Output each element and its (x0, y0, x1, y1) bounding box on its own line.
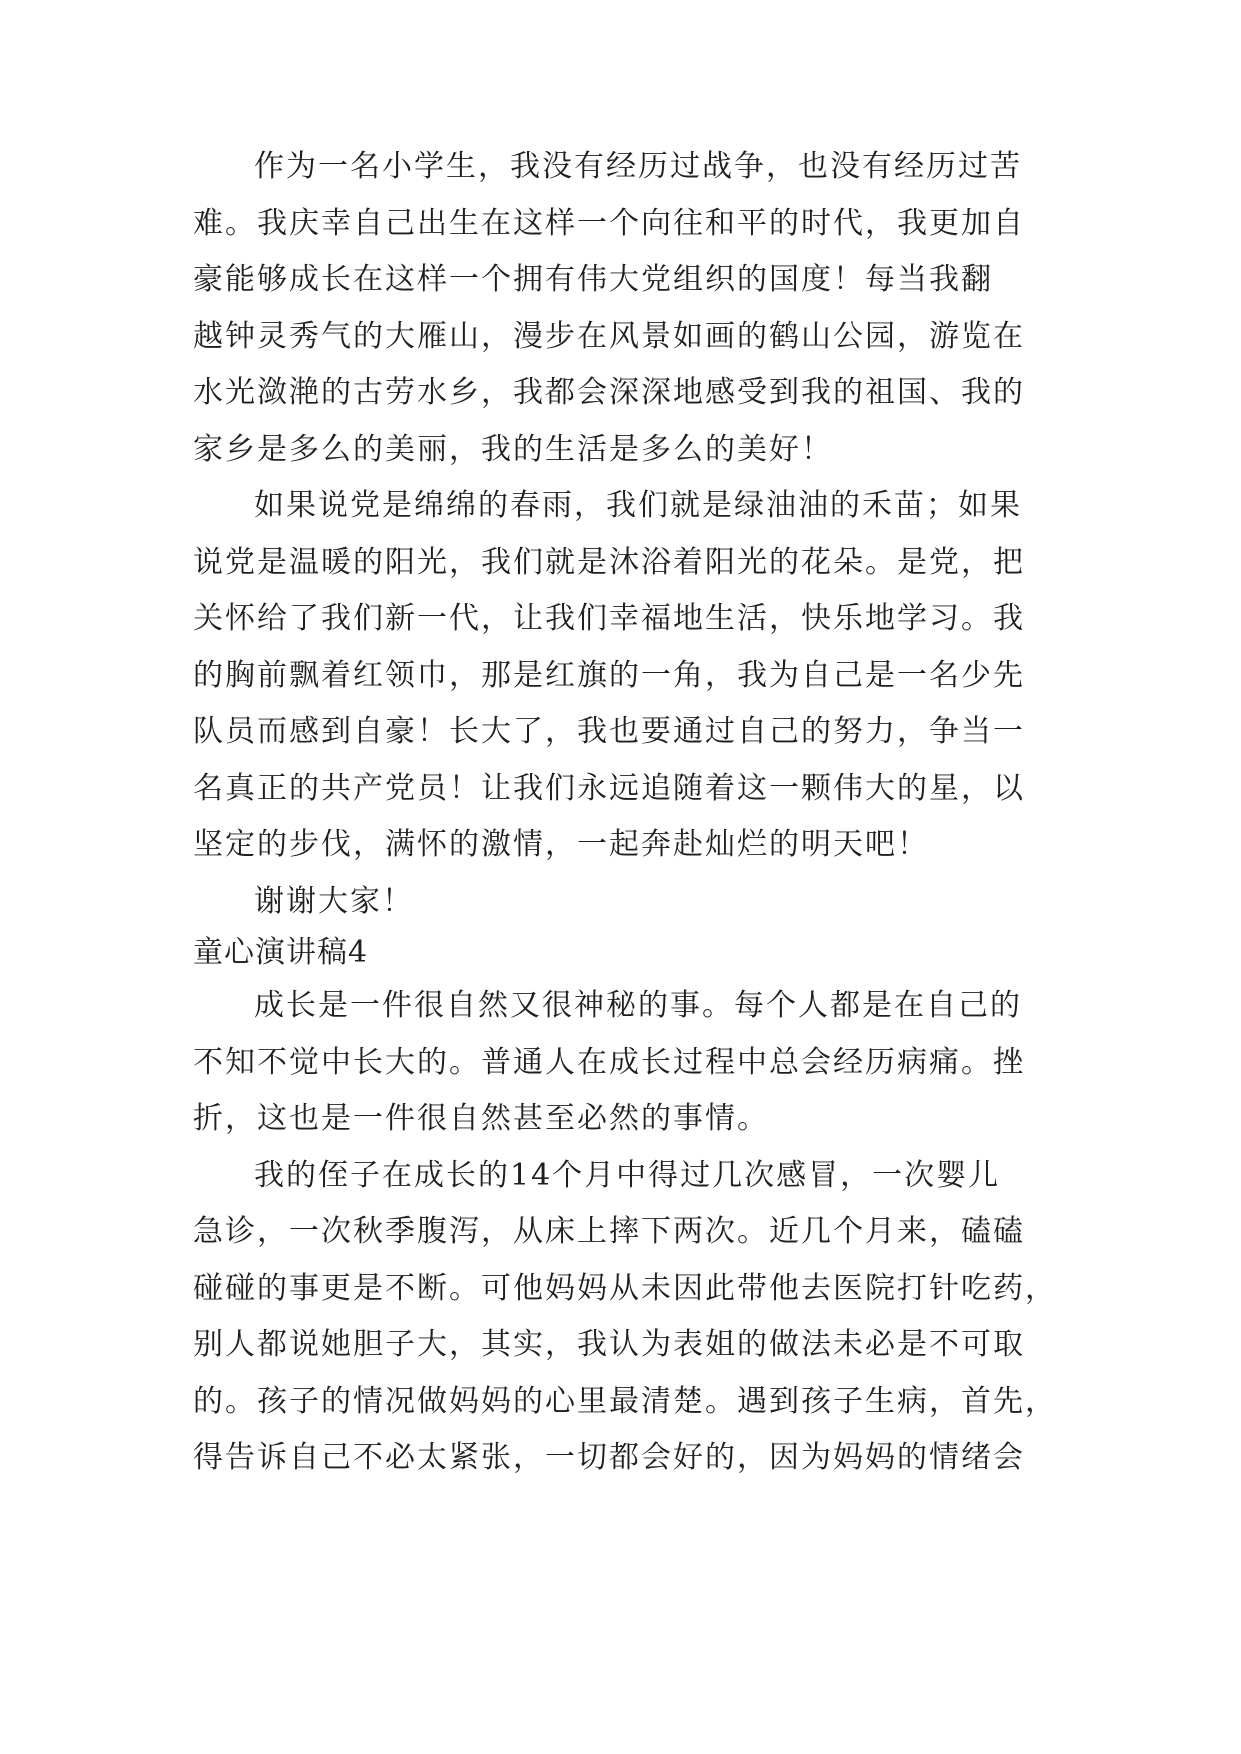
text-line: 折，这也是一件很自然甚至必然的事情。 (193, 1101, 769, 1136)
text-line: 说党是温暖的阳光，我们就是沐浴着阳光的花朵。是党，把 (193, 545, 1025, 580)
text-line: 越钟灵秀气的大雁山，漫步在风景如画的鹤山公园，游览在 (193, 319, 1025, 354)
text-line: 如果说党是绵绵的春雨，我们就是绿油油的禾苗；如果 (254, 488, 1022, 523)
text-line: 名真正的共产党员！让我们永远追随着这一颗伟大的星，以 (193, 771, 1025, 806)
text-line: 别人都说她胆子大，其实，我认为表姐的做法未必是不可取 (193, 1327, 1025, 1362)
text-line: 难。我庆幸自己出生在这样一个向往和平的时代，我更加自 (193, 206, 1025, 241)
text-line: 水光潋滟的古劳水乡，我都会深深地感受到我的祖国、我的 (193, 375, 1025, 410)
text-line: 我的侄子在成长的14个月中得过几次感冒，一次婴儿 (254, 1158, 1001, 1193)
text-line: 得告诉自己不必太紧张，一切都会好的，因为妈妈的情绪会 (193, 1440, 1025, 1475)
text-line: 不知不觉中长大的。普通人在成长过程中总会经历病痛。挫 (193, 1045, 1025, 1080)
text-line: 碰碰的事更是不断。可他妈妈从未因此带他去医院打针吃药， (193, 1271, 1057, 1306)
text-line: 队员而感到自豪！长大了，我也要通过自己的努力，争当一 (193, 714, 1025, 749)
text-line: 关怀给了我们新一代，让我们幸福地生活，快乐地学习。我 (193, 601, 1025, 636)
text-line: 的。孩子的情况做妈妈的心里最清楚。遇到孩子生病，首先， (193, 1384, 1057, 1419)
text-line: 谢谢大家！ (254, 884, 414, 919)
section-heading: 童心演讲稿4 (193, 935, 369, 970)
text-line: 豪能够成长在这样一个拥有伟大党组织的国度！每当我翻 (193, 262, 993, 297)
text-line: 急诊，一次秋季腹泻，从床上摔下两次。近几个月来，磕磕 (193, 1214, 1025, 1249)
text-line: 作为一名小学生，我没有经历过战争，也没有经历过苦 (254, 149, 1022, 184)
text-line: 的胸前飘着红领巾，那是红旗的一角，我为自己是一名少先 (193, 658, 1025, 693)
text-line: 成长是一件很自然又很神秘的事。每个人都是在自己的 (254, 988, 1022, 1023)
text-line: 坚定的步伐，满怀的激情，一起奔赴灿烂的明天吧！ (193, 827, 929, 862)
text-line: 家乡是多么的美丽，我的生活是多么的美好！ (193, 432, 833, 467)
